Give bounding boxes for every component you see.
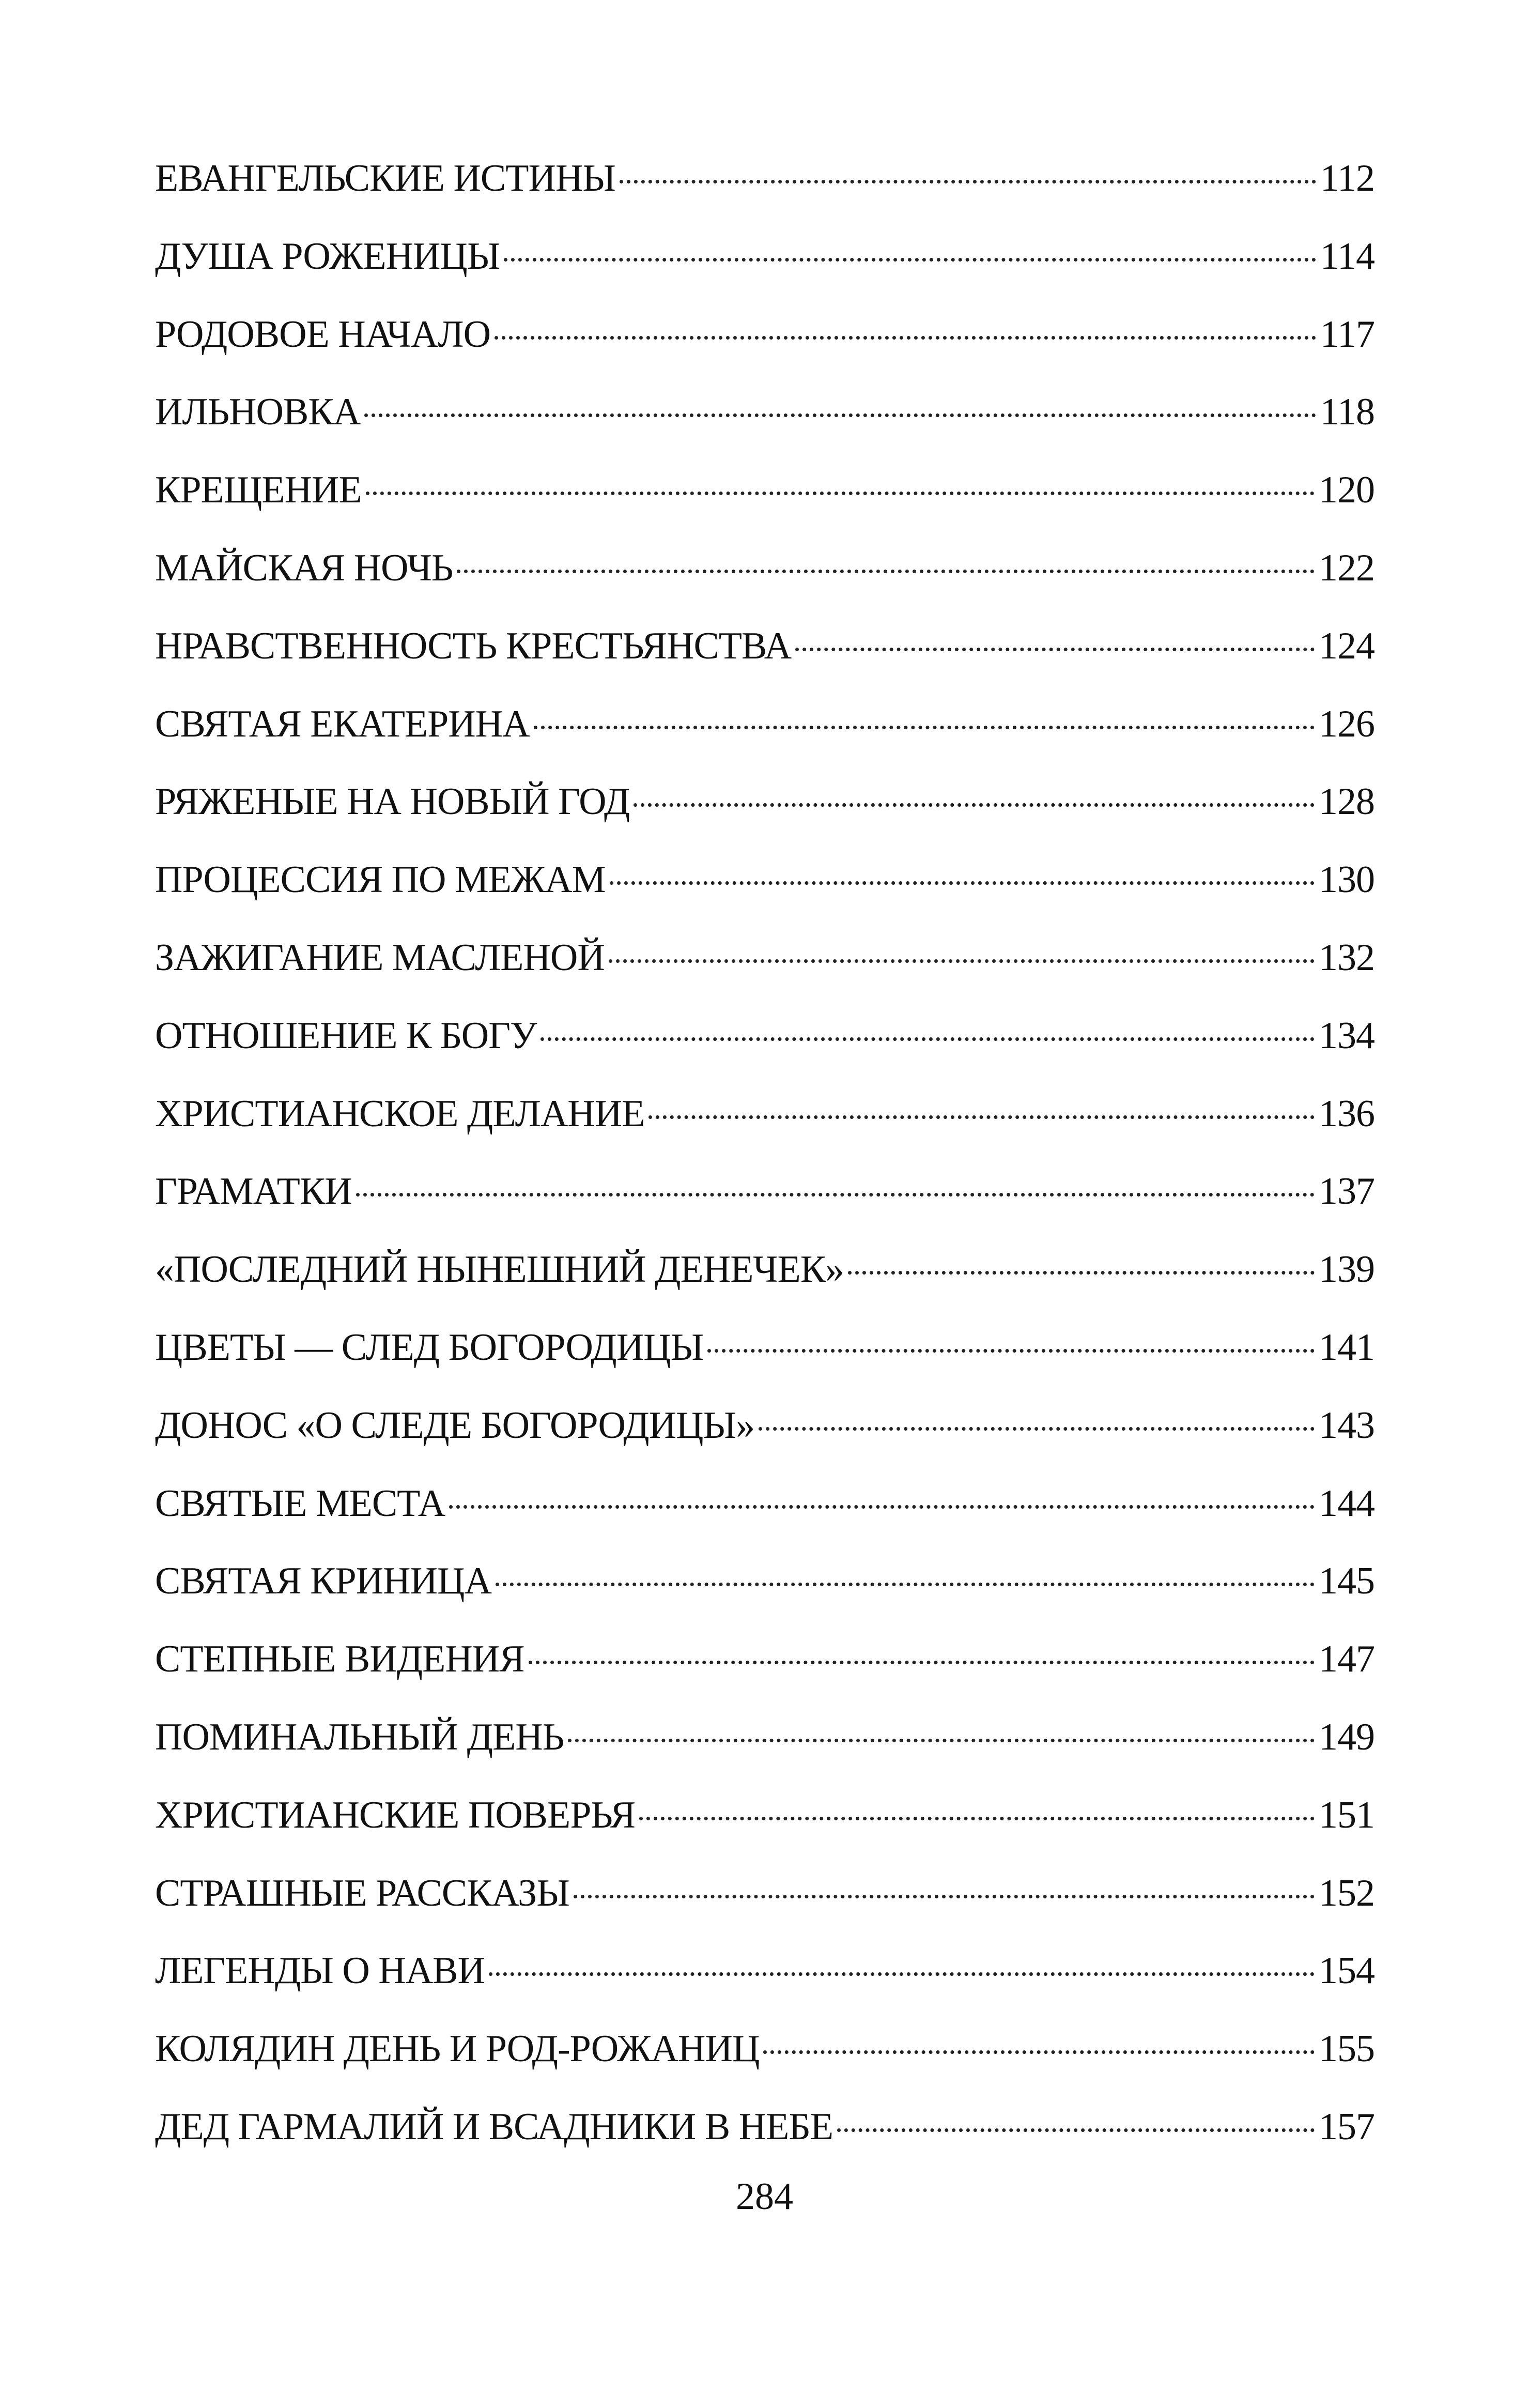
toc-entry-title: РЯЖЕНЫЕ НА НОВЫЙ ГОД [155, 780, 630, 823]
dot-leader [639, 1817, 1315, 1820]
toc-entry-title: «ПОСЛЕДНИЙ НЫНЕШНИЙ ДЕНЕЧЕК» [155, 1248, 844, 1291]
toc-entry-page: 118 [1320, 391, 1374, 434]
toc-entry [155, 381, 1374, 459]
toc-entry-page: 151 [1319, 1793, 1374, 1836]
toc-entry-title: СТЕПНЫЕ ВИДЕНИЯ [155, 1638, 524, 1681]
toc-entry-title: ДЕД ГАРМАЛИЙ И ВСАДНИКИ В НЕБЕ [155, 2105, 833, 2148]
dot-leader [574, 1895, 1315, 1898]
toc-entry-page: 143 [1319, 1404, 1374, 1447]
dot-leader [504, 258, 1316, 262]
dot-leader [489, 1972, 1315, 1976]
dot-leader [610, 881, 1315, 885]
toc-entry-title: ЦВЕТЫ — СЛЕД БОГОРОДИЦЫ [155, 1326, 704, 1369]
toc-entry [155, 1862, 1374, 1940]
toc-entry-page: 155 [1319, 2028, 1374, 2070]
toc-entry-page: 137 [1319, 1170, 1374, 1213]
toc-entry-page: 124 [1319, 624, 1374, 667]
dot-leader [848, 1271, 1315, 1275]
toc-entry [155, 2096, 1374, 2174]
toc-entry-title: ХРИСТИАНСКИЕ ПОВЕРЬЯ [155, 1793, 636, 1836]
toc-entry-page: 141 [1319, 1326, 1374, 1369]
toc-entry [155, 1316, 1374, 1394]
toc-entry [155, 2018, 1374, 2096]
toc-entry [155, 147, 1374, 225]
toc-entry-page: 144 [1319, 1482, 1374, 1525]
dot-leader [356, 1193, 1315, 1197]
page-number: 284 [736, 2175, 793, 2218]
toc-entry-page: 154 [1319, 1950, 1374, 1992]
toc-entry-page: 132 [1319, 936, 1374, 979]
dot-leader [795, 648, 1315, 651]
toc-entry [155, 303, 1374, 381]
toc-entry-title: СВЯТЫЕ МЕСТА [155, 1482, 445, 1525]
toc-entry [155, 1005, 1374, 1083]
toc-entry-title: ГРАМАТКИ [155, 1170, 352, 1213]
dot-leader [707, 1349, 1315, 1353]
toc-entry [155, 1238, 1374, 1316]
toc-entry-page: 145 [1319, 1560, 1374, 1603]
toc-entry-page: 122 [1319, 546, 1374, 589]
toc-entry-title: ДУША РОЖЕНИЦЫ [155, 235, 500, 278]
toc-entry-page: 136 [1319, 1092, 1374, 1135]
toc-entry-page: 112 [1320, 157, 1374, 200]
toc-entry [155, 225, 1374, 303]
toc-entry-page: 120 [1319, 469, 1374, 512]
dot-leader [759, 1427, 1315, 1431]
dot-leader [534, 726, 1315, 729]
toc-entry [155, 615, 1374, 693]
dot-leader [495, 336, 1316, 340]
toc-entry [155, 1784, 1374, 1862]
toc-entry [155, 1473, 1374, 1551]
toc-entry-title: КРЕЩЕНИЕ [155, 469, 362, 512]
dot-leader [634, 803, 1315, 807]
dot-leader [763, 2050, 1315, 2054]
toc-entry-page: 130 [1319, 858, 1374, 901]
toc-entry-page: 114 [1320, 235, 1374, 278]
dot-leader [609, 959, 1315, 963]
toc-entry-page: 117 [1320, 313, 1374, 356]
dot-leader [366, 492, 1315, 495]
dot-leader [364, 413, 1316, 417]
toc-entry-page: 157 [1319, 2105, 1374, 2148]
dot-leader [540, 1037, 1315, 1041]
dot-leader [496, 1583, 1315, 1586]
toc-entry-page: 139 [1319, 1248, 1374, 1291]
toc-entry-page: 128 [1319, 780, 1374, 823]
toc-entry [155, 693, 1374, 771]
dot-leader [449, 1505, 1315, 1509]
toc-entry-title: МАЙСКАЯ НОЧЬ [155, 546, 453, 589]
toc-entry-title: НРАВСТВЕННОСТЬ КРЕСТЬЯНСТВА [155, 624, 792, 667]
toc-entry [155, 771, 1374, 849]
toc-entry-page: 147 [1319, 1638, 1374, 1681]
toc-entry-title: СВЯТАЯ ЕКАТЕРИНА [155, 702, 530, 745]
toc-entry-page: 134 [1319, 1014, 1374, 1057]
dot-leader [837, 2128, 1315, 2132]
toc-entry [155, 537, 1374, 615]
toc-entry-title: СТРАШНЫЕ РАССКАЗЫ [155, 1872, 569, 1914]
toc-entry [155, 849, 1374, 927]
dot-leader [648, 1115, 1315, 1119]
toc-entry [155, 1628, 1374, 1706]
toc-entry-title: ЕВАНГЕЛЬСКИЕ ИСТИНЫ [155, 157, 615, 200]
toc-entry-title: СВЯТАЯ КРИНИЦА [155, 1560, 491, 1603]
toc-entry-title: ЗАЖИГАНИЕ МАСЛЕНОЙ [155, 936, 605, 979]
toc-entry [155, 1706, 1374, 1784]
dot-leader [568, 1739, 1315, 1742]
dot-leader [457, 570, 1315, 573]
toc-entry-title: ПОМИНАЛЬНЫЙ ДЕНЬ [155, 1715, 564, 1758]
toc-entry [155, 1940, 1374, 2018]
toc-entry-title: ОТНОШЕНИЕ К БОГУ [155, 1014, 537, 1057]
table-of-contents [155, 147, 1374, 2174]
toc-entry-title: ХРИСТИАНСКОЕ ДЕЛАНИЕ [155, 1092, 645, 1135]
toc-entry [155, 927, 1374, 1005]
toc-entry-title: КОЛЯДИН ДЕНЬ И РОД-РОЖАНИЦ [155, 2028, 760, 2070]
toc-entry-title: ПРОЦЕССИЯ ПО МЕЖАМ [155, 858, 606, 901]
toc-entry-page: 149 [1319, 1715, 1374, 1758]
dot-leader [529, 1661, 1315, 1664]
toc-entry-title: ЛЕГЕНДЫ О НАВИ [155, 1950, 485, 1992]
toc-entry [155, 1160, 1374, 1238]
toc-entry-title: ДОНОС «О СЛЕДЕ БОГОРОДИЦЫ» [155, 1404, 755, 1447]
toc-entry [155, 1394, 1374, 1473]
toc-entry-page: 152 [1319, 1872, 1374, 1914]
toc-entry-title: РОДОВОЕ НАЧАЛО [155, 313, 491, 356]
toc-entry [155, 459, 1374, 537]
toc-entry-page: 126 [1319, 702, 1374, 745]
toc-entry [155, 1083, 1374, 1161]
toc-entry [155, 1550, 1374, 1628]
dot-leader [620, 180, 1316, 183]
toc-entry-title: ИЛЬНОВКА [155, 391, 361, 434]
